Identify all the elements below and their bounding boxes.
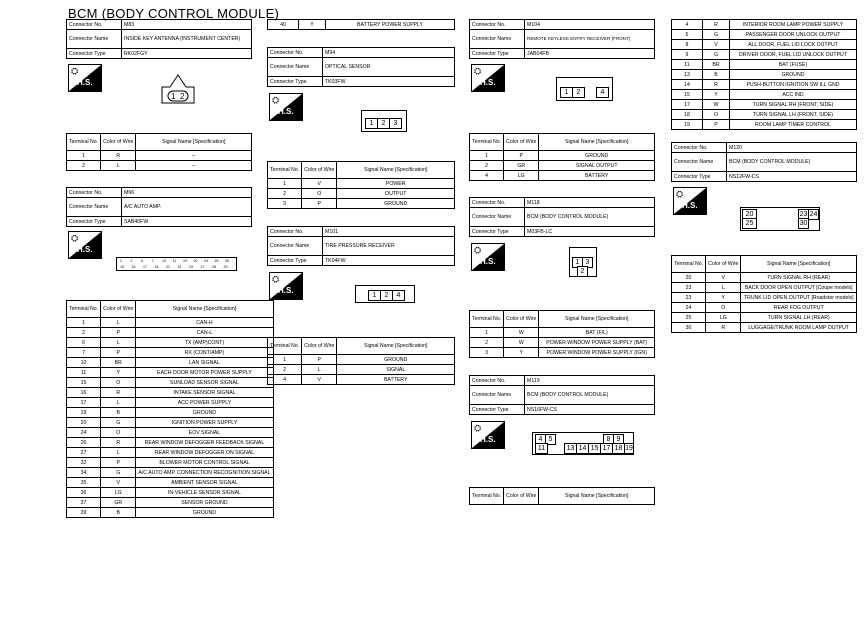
table-row: 24 O EOV SIGNAL <box>67 428 274 438</box>
table-row: 26 R REAR WINDOW DEFOGGER FEEDBACK SIGNAL <box>67 438 274 448</box>
table-row: 40 Y BATTERY POWER SUPPLY <box>268 20 455 30</box>
pin-label: 27 <box>200 265 205 269</box>
table-row: 1 P GROUND <box>268 355 455 365</box>
table-row: 2 P CAN-L <box>67 328 274 338</box>
svg-text:2: 2 <box>180 92 185 101</box>
pin-label: 25 <box>214 259 219 263</box>
connector-m66-diagram <box>116 257 237 271</box>
connector-m120-diagram <box>740 207 820 231</box>
pin-label: 5 <box>545 434 556 445</box>
signal-table-m119-continued <box>671 19 857 130</box>
table-row: 27 L REAR WINDOW DEFOGGER ON SIGNAL <box>67 448 274 458</box>
pin-label: 9 <box>613 434 624 445</box>
pin-label: 24 <box>809 211 818 218</box>
table-row: 1 P GROUND <box>470 151 655 161</box>
pin-label: 24 <box>204 259 208 263</box>
connector-m101-diagram: 1 2 4 <box>355 285 415 303</box>
table-row: 19 B GROUND <box>67 408 274 418</box>
table-row: 4 R INTERIOR ROOM LAMP POWER SUPPLY <box>672 20 857 30</box>
pin-label: 1 <box>120 259 122 263</box>
connector-m118-diagram: 1 3 2 <box>569 247 597 277</box>
pin-label: 14 <box>576 443 589 454</box>
connector-info-m118: Connector No. M118 Connector Name BCM (BODY CONTROL MODULE) Connector Type M03FB-LC <box>469 197 655 237</box>
signal-table-m66: Terminal No. Color of Wire Signal Name [Specification] 1 L CAN-H 2 P CAN-L 6 L TX (AMP)CONT) 7 P RX (CONT/AMP) 10 BR LAN SIGNAL 11 Y EACH DOOR MOTOR POWER SUPPLY 15 O SUNLOAD SENSOR SIGNAL 16 R INTAKE SENSOR SIGNAL 17 L ACC POWER SUPPLY 19 B GROUND 20 G IGNITION POWER SUPPLY 24 O EOV SIGNAL 26 R REAR WINDOW DEFOGGER FEEDBACK SIGNAL 27 L REAR WINDOW DEFOGGER ON SIGNAL 32 P BLOWER MOTOR CONTROL SIGNAL 34 G A/C AUTO AMP. CONNECTION RECOGNITION SIGNAL 35 V AMBIENT SENSOR SIGNAL 36 LG IN-VEHICLE SENSOR SIGNAL 37 GR SENSOR GROUND 39 B GROUND <box>66 300 274 518</box>
table-row: 13 B GROUND <box>672 70 857 80</box>
table-row: 36 LG IN-VEHICLE SENSOR SIGNAL <box>67 488 274 498</box>
table-row: 2 W POWER WINDOW POWER SUPPLY (BAT) <box>470 338 655 348</box>
hs-icon: ⛭ H.S. <box>471 421 505 449</box>
connector-m94-diagram: 1 2 3 <box>361 110 407 132</box>
hs-icon: ⛭ H.S. <box>68 64 102 92</box>
table-row: 1 W BAT (F/L) <box>470 328 655 338</box>
connector-info-m120: Connector No. M120 Connector Name BCM (BODY CONTROL MODULE) Connector Type NS12FW-CS <box>671 142 857 182</box>
pin-label: 23 <box>799 211 808 218</box>
hs-icon: ⛭ H.S. <box>471 64 505 92</box>
table-row: 9 G DRIVER DOOR, FUEL LID UNLOCK OUTPUT <box>672 50 857 60</box>
pin-label: 25 <box>742 218 757 229</box>
table-row: 2 L – <box>67 161 252 171</box>
table-row: 16 R INTAKE SENSOR SIGNAL <box>67 388 274 398</box>
table-row: 23 L BACK DOOR OPEN OUTPUT [Coupe models] <box>672 283 857 293</box>
table-row: 4 V BATTERY <box>268 375 455 385</box>
table-row: 30 R LUGGAGE/TRUNK ROOM LAMP OUTPUT <box>672 323 857 333</box>
pin-label: 11 <box>535 443 548 454</box>
signal-table-m119: Terminal No. Color of Wire Signal Name [Specification] <box>469 487 655 505</box>
connector-info-m66: Connector No. M66 Connector Name A/C AUTO AMP. Connector Type SAB40FW <box>66 187 252 227</box>
hs-icon: ⛭ H.S. <box>673 187 707 215</box>
hs-icon: ⛭ H.S. <box>269 272 303 300</box>
pin-label: 26 <box>225 259 229 263</box>
table-row: 2 GR SIGNAL OUTPUT <box>470 161 655 171</box>
table-row: 18 O TURN SIGNAL LH (FRONT, SIDE) <box>672 110 857 120</box>
pin-label: 20 <box>742 209 757 220</box>
table-row: 1 L CAN-H <box>67 318 274 328</box>
signal-table-m120: Terminal No. Color of Wire Signal Name [Specification] 20 V TURN SIGNAL RH (REAR) 23 L BACK DOOR OPEN OUTPUT [Coupe models] 23 Y TRUNK LID OPEN OUTPUT [Roadster models] 24 O REAR FOG OUTPUT 25 LG TURN SIGNAL LH (REAR) 30 R LUGGAGE/TRUNK ROOM LAMP OUTPUT <box>671 255 857 333</box>
table-row: 25 LG TURN SIGNAL LH (REAR) <box>672 313 857 323</box>
pin-label: 8 <box>603 434 614 445</box>
table-row: 20 G IGNITION POWER SUPPLY <box>67 418 274 428</box>
pin-label: 29 <box>223 265 228 269</box>
svg-text:1: 1 <box>171 92 176 101</box>
pin-label: 16 <box>131 265 136 269</box>
pin-label: 18 <box>612 443 625 454</box>
table-row: 34 G A/C AUTO AMP. CONNECTION RECOGNITION SIGNAL <box>67 468 274 478</box>
pin-label: 17 <box>600 443 613 454</box>
pin-label: 18 <box>154 265 159 269</box>
pin-label: 22 <box>177 265 182 269</box>
table-row: 11 BR BAT (FUSE) <box>672 60 857 70</box>
pin-label: 15 <box>120 265 124 269</box>
table-row: 3 P GROUND <box>268 199 455 209</box>
pin-label: 10 <box>162 259 166 263</box>
table-row: 14 R PUSH-BUTTON IGNITION SW ILL GND <box>672 80 857 90</box>
signal-table-m118: Terminal No. Color of Wire Signal Name [Specification] 1 W BAT (F/L) 2 W POWER WINDOW POWER SUPPLY (BAT) 3 Y POWER WINDOW POWER SUPPLY (IGN) <box>469 310 655 358</box>
pin-label: 13 <box>564 443 577 454</box>
connector-info-m104: Connector No. M104 Connector Name REMOTE KEYLESS ENTRY RECEIVER (FRONT) Connector Type JAB04FB <box>469 19 655 59</box>
hs-icon: ⛭ H.S. <box>68 231 102 259</box>
connector-info-m83: Connector No. M83 Connector Name INSIDE KEY ANTENNA (INSTRUMENT CENTER) Connector Type RK02FGY <box>66 19 252 59</box>
table-row: 1 V POWER <box>268 179 455 189</box>
connector-info-m94: Connector No. M94 Connector Name OPTICAL SENSOR Connector Type TK03FW <box>267 47 455 87</box>
table-row: 19 P ROOM LAMP TIMER CONTROL <box>672 120 857 130</box>
signal-table-m83: Terminal No. Color of Wire Signal Name [Specification] 1 R – 2 L – <box>66 133 252 171</box>
table-row: 24 O REAR FOG OUTPUT <box>672 303 857 313</box>
pin-label: 19 <box>183 259 187 263</box>
pin-label: 19 <box>625 445 633 452</box>
table-row: 35 V AMBIENT SENSOR SIGNAL <box>67 478 274 488</box>
table-row: 2 L SIGNAL <box>268 365 455 375</box>
signal-table-m101: Terminal No. Color of Wire Signal Name [Specification] 1 P GROUND 2 L SIGNAL 4 V BATTERY <box>267 337 455 385</box>
table-row: 11 Y EACH DOOR MOTOR POWER SUPPLY <box>67 368 274 378</box>
table-row: 4 LG BATTERY <box>470 171 655 181</box>
pin-label: 17 <box>143 265 147 269</box>
table-row: 23 Y TRUNK LID OPEN OUTPUT [Roadster models] <box>672 293 857 303</box>
table-row: 10 BR LAN SIGNAL <box>67 358 274 368</box>
table-row: 8 V ALL DOOR, FUEL LID LOCK OUTPUT <box>672 40 857 50</box>
pin-label: 2 <box>130 259 133 263</box>
table-row: 5 G PASSENGER DOOR UNLOCK OUTPUT <box>672 30 857 40</box>
table-row: 20 V TURN SIGNAL RH (REAR) <box>672 273 857 283</box>
signal-table-terminal-40 <box>267 19 455 30</box>
pin-label: 7 <box>151 259 154 263</box>
table-row: 17 L ACC POWER SUPPLY <box>67 398 274 408</box>
table-row: 15 Y ACC IND <box>672 90 857 100</box>
table-row: 32 P BLOWER MOTOR CONTROL SIGNAL <box>67 458 274 468</box>
table-row: 7 P RX (CONT/AMP) <box>67 348 274 358</box>
connector-m119-diagram <box>532 432 634 455</box>
pin-label: 30 <box>799 220 808 227</box>
pin-label: 11 <box>172 259 177 263</box>
signal-table-m94: Terminal No. Color of Wire Signal Name [Specification] 1 V POWER 2 O OUTPUT 3 P GROUND <box>267 161 455 209</box>
hs-icon: ⛭ H.S. <box>471 243 505 271</box>
pin-label: 6 <box>141 259 143 263</box>
table-row: 15 O SUNLOAD SENSOR SIGNAL <box>67 378 274 388</box>
signal-table-m104: Terminal No. Color of Wire Signal Name [Specification] 1 P GROUND 2 GR SIGNAL OUTPUT 4 LG BATTERY <box>469 133 655 181</box>
hs-icon: ⛭ H.S. <box>269 93 303 121</box>
table-row: 3 Y POWER WINDOW POWER SUPPLY (IGN) <box>470 348 655 358</box>
pin-label: 28 <box>212 265 216 269</box>
pin-label: 23 <box>189 265 193 269</box>
page-title: BCM (BODY CONTROL MODULE) <box>68 6 280 21</box>
connector-info-m119: Connector No. M119 Connector Name BCM (BODY CONTROL MODULE) Connector Type NS16FW-CS <box>469 375 655 415</box>
connector-m104-diagram: 1 2 4 <box>556 77 613 101</box>
table-row: 6 L TX (AMP)CONT) <box>67 338 274 348</box>
pin-label: 21 <box>166 265 170 269</box>
table-row: 37 GR SENSOR GROUND <box>67 498 274 508</box>
pin-label: 20 <box>193 259 198 263</box>
connector-info-m101: Connector No. M101 Connector Name TIRE PRESSURE RECEIVER Connector Type TK04FW <box>267 226 455 266</box>
pin-label: 4 <box>535 434 546 445</box>
connector-m83-diagram <box>156 73 200 107</box>
table-row: 2 O OUTPUT <box>268 189 455 199</box>
table-row: 17 W TURN SIGNAL RH (FRONT, SIDE) <box>672 100 857 110</box>
pin-label: 15 <box>588 443 601 454</box>
table-row: 39 B GROUND <box>67 508 274 518</box>
table-row: 1 R – <box>67 151 252 161</box>
